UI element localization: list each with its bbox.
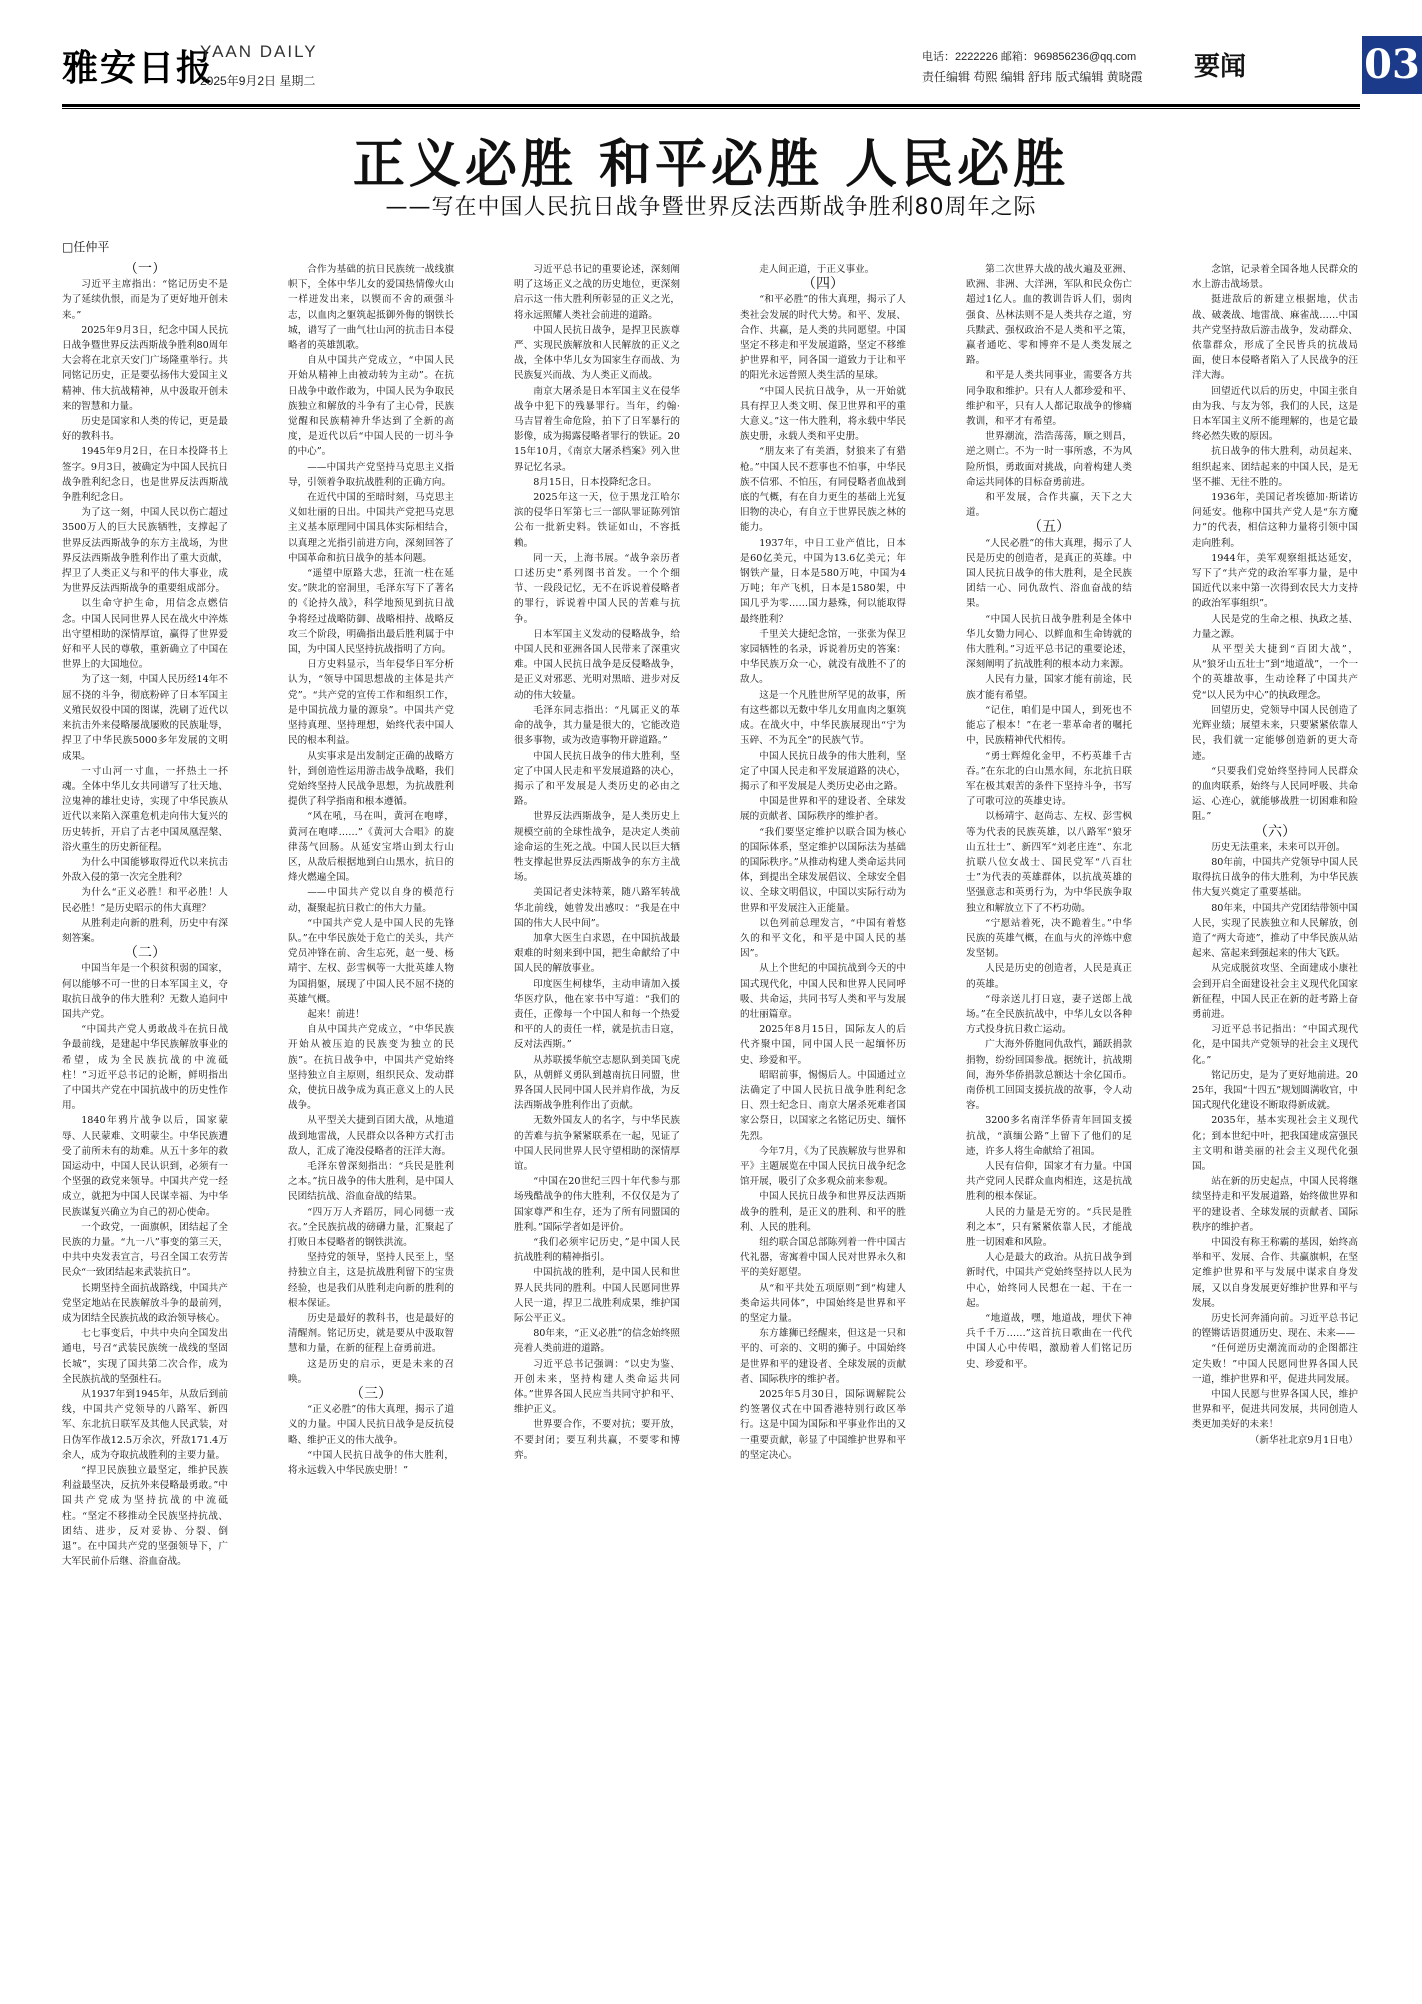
article-paragraph: 历史长河奔涌向前。习近平总书记的铿锵话语贯通历史、现在、未来——: [1192, 1313, 1358, 1340]
article-paragraph: 自从中国共产党成立，“中华民族开始从被压迫的民族变为独立的民族”。在抗日战争中，中国共产党始终坚持独立自主原则，组织民众、发动群众，使抗日战争成为真正意义上的人民战争。: [288, 1024, 454, 1112]
article-paragraph: 历史是最好的教科书，也是最好的清醒剂。铭记历史，就是要从中汲取智慧和力量，在新的征程上奋勇前进。: [288, 1313, 454, 1355]
article-paragraph: 为了这一刻，中国人民历经14年不屈不挠的斗争，彻底粉碎了日本军国主义殖民奴役中国的图谋，洗刷了近代以来抗击外来侵略屡战屡败的民族耻辱，捍卫了中华民族5000多年发展的文明成果。: [62, 674, 228, 762]
article-byline: □任仲平: [62, 240, 110, 254]
article-paragraph: 人民有信仰，国家才有力量。中国共产党同人民群众血肉相连，这是抗战胜利的根本保证。: [966, 1160, 1132, 1203]
article-paragraph: 东方雄狮已经醒来，但这是一只和平的、可亲的、文明的狮子。中国始终是世界和平的建设者、全球发展的贡献者、国际秩序的维护者。: [740, 1328, 906, 1385]
article-paragraph: 3200多名南洋华侨青年回国支援抗战，“滇缅公路”上留下了他们的足迹，许多人将生命献给了祖国。: [966, 1115, 1132, 1157]
article-paragraph: 人民有力量，国家才能有前途，民族才能有希望。: [966, 674, 1132, 701]
article-paragraph: 一寸山河一寸血，一抔热土一抔魂。全体中华儿女共同谱写了壮天地、泣鬼神的雄壮史诗，实现了中华民族从近代以来陷入深重危机走向伟大复兴的历史转折，开启了古老中国凤凰涅槃、浴火重生的历史新征程。: [62, 765, 228, 853]
article-paragraph: “只要我们党始终坚持同人民群众的血肉联系，始终与人民同呼吸、共命运、心连心，就能够战胜一切困难和险阻。”: [1192, 765, 1358, 823]
article-column: [966, 262, 1132, 1972]
article-paragraph: 昭昭前事，惕惕后人。中国通过立法确定了中国人民抗日战争胜利纪念日、烈士纪念日、南京大屠杀死难者国家公祭日，以国家之名铭记历史、缅怀先烈。: [740, 1069, 906, 1142]
article-paragraph: 从平型关大捷到百团大战，从地道战到地雷战，人民群众以各种方式打击敌人，汇成了淹没侵略者的汪洋大海。: [288, 1115, 454, 1157]
article-paragraph: ——中国共产党以自身的模范行动，凝聚起抗日救亡的伟大力量。: [288, 887, 454, 914]
article-paragraph: 80年来，“正义必胜”的信念始终照亮着人类前进的道路。: [514, 1328, 680, 1355]
article-paragraph: 中国人民抗日战争的伟大胜利，坚定了中国人民走和平发展道路的决心，揭示了和平发展是人类历史必由之路。: [740, 750, 906, 792]
article-paragraph: 从完成脱贫攻坚、全面建成小康社会到开启全面建设社会主义现代化国家新征程，中国人民正在新的赶考路上奋勇前进。: [1192, 963, 1358, 1020]
article-paragraph: 习近平总书记指出：“中国式现代化，是中国共产党领导的社会主义现代化。”: [1192, 1024, 1358, 1066]
article-paragraph: 人民的力量是无穷的。“兵民是胜利之本”，只有紧紧依靠人民，才能战胜一切困难和风险。: [966, 1206, 1132, 1248]
article-paragraph: 1840年鸦片战争以后，国家蒙辱、人民蒙难、文明蒙尘。中华民族遭受了前所未有的劫难。从五十多年的救国运动中，中国人民认识到，必须有一个坚强的政党来领导。中国共产党一经成立，就把为中国人民谋幸福、为中华民族谋复兴确立为自己的初心使命。: [62, 1115, 228, 1218]
article-paragraph: 美国记者史沫特莱，随八路军转战华北前线，她曾发出感叹：“我是在中国的伟大人民中间”。: [514, 887, 680, 929]
article-paragraph: 习近平总书记的重要论述，深刻阐明了这场正义之战的历史地位，更深刻启示这一伟大胜利所彰显的正义之光，将永远照耀人类社会前进的道路。: [514, 264, 680, 321]
article-paragraph: 中国人民抗日战争的伟大胜利，坚定了中国人民走和平发展道路的决心，揭示了和平发展是人类历史的必由之路。: [514, 750, 680, 808]
article-paragraph: 和平是人类共同事业，需要各方共同争取和维护。只有人人都珍爱和平、维护和平，只有人人都记取战争的惨痛教训，和平才有希望。: [966, 370, 1132, 428]
masthead: [62, 36, 1420, 104]
article-paragraph: 这是历史的启示，更是未来的召唤。: [288, 1358, 454, 1385]
article-paragraph: 抗日战争的伟大胜利，动员起来、组织起来、团结起来的中国人民，是无坚不摧、无往不胜的。: [1192, 446, 1358, 488]
article-paragraph: 七七事变后，中共中央向全国发出通电，号召“武装民族统一战线的坚固长城”，实现了国共第二次合作，成为全民族抗战的坚强柱石。: [62, 1328, 228, 1385]
article-source-credit: （新华社北京9月1日电）: [1249, 1434, 1358, 1446]
article-subheadline: ——写在中国人民抗日战争暨世界反法西斯战争胜利80周年之际: [385, 195, 1037, 220]
section-heading: （四）: [802, 276, 844, 293]
article-paragraph: 习近平总书记强调：“以史为鉴、开创未来，坚持构建人类命运共同体。”世界各国人民应当共同守护和平、维护正义。: [514, 1358, 680, 1416]
page-number-badge: 03: [1362, 36, 1422, 94]
article-paragraph: 日本军国主义发动的侵略战争，给中国人民和亚洲各国人民带来了深重灾难。中国人民抗日战争是反侵略战争，是正义对邪恶、光明对黑暗、进步对反动的伟大较量。: [514, 628, 680, 701]
article-paragraph: 起来！前进！: [307, 1008, 365, 1020]
article-paragraph: 从1937年到1945年，从敌后到前线，中国共产党领导的八路军、新四军、东北抗日联军及其他人民武装，对日伪军作战12.5万余次，歼敌171.4万余人，成为夺取抗战胜利的主要力量。: [62, 1389, 228, 1461]
article-paragraph: 中国人民愿与世界各国人民，维护世界和平，促进共同发展，共同创造人类更加美好的未来！: [1192, 1389, 1358, 1431]
article-paragraph: “中国共产党人勇敢战斗在抗日战争最前线，是建起中华民族解放事业的希望，成为全民族抗战的中流砥柱！”习近平总书记的论断，鲜明指出了中国共产党在中国抗战中的历史性作用。: [62, 1024, 228, 1112]
article-paragraph: 毛泽东同志指出：“凡属正义的革命的战争，其力量是很大的，它能改造很多事物，或为改造事物开辟道路。”: [514, 704, 680, 747]
article-paragraph: “任何逆历史潮流而动的企图都注定失败！”中国人民愿同世界各国人民一道，维护世界和平，促进共同发展。: [1192, 1343, 1358, 1385]
article-paragraph: “勇士辉煌化金甲，不朽英雄千古吞。”在东北的白山黑水间，东北抗日联军在极其艰苦的条件下坚持斗争，书写了可歌可泣的英雄史诗。: [966, 750, 1132, 808]
article-paragraph: 2025年5月30日，国际调解院公约签署仪式在中国香港特别行政区举行。这是中国为国际和平事业作出的又一重要贡献，彰显了中国维护世界和平的坚定决心。: [740, 1389, 906, 1461]
article-paragraph: 坚持党的领导，坚持人民至上，坚持独立自主，这是抗战胜利留下的宝贵经验，也是我们从胜利走向新的胜利的根本保证。: [288, 1252, 454, 1309]
article-paragraph: 自从中国共产党成立，“中国人民开始从精神上由被动转为主动”。在抗日战争中敢作敢为，中国人民为争取民族独立和解放的斗争有了主心骨，民族觉醒和民族精神升华达到了全新的高度，是近代以后“中国人民的一切斗争的中心”。: [288, 355, 454, 458]
article-paragraph: “人民必胜”的伟大真理，揭示了人民是历史的创造者，是真正的英雄。中国人民抗日战争的伟大胜利，是全民族团结一心、同仇敌忾、浴血奋战的结果。: [966, 537, 1132, 610]
article-paragraph: “捍卫民族独立最坚定，维护民族利益最坚决，反抗外来侵略最勇敢。”中国共产党成为坚持抗战的中流砥柱。“坚定不移推动全民族坚持抗战、团结、进步，反对妥协、分裂、倒退”。在中国共产党的坚强领导下，广大军民前仆后继、浴血奋战。: [62, 1465, 228, 1568]
article-paragraph: 回望历史，党领导中国人民创造了光辉业绩；展望未来，只要紧紧依靠人民，我们就一定能够创造新的更大奇迹。: [1192, 704, 1358, 762]
editor-credits: 责任编辑 苟熙 编辑 舒玮 版式编辑 黄晓霞: [922, 70, 1143, 84]
article-paragraph: 历史是国家和人类的传记，更是最好的教科书。: [62, 416, 228, 443]
article-paragraph: “中国在20世纪三四十年代参与那场残酷战争的伟大胜利，不仅仅是为了国家尊严和生存，还为了所有同盟国的胜利。”国际学者如是评价。: [514, 1176, 680, 1233]
article-paragraph: 纽约联合国总部陈列着一件中国古代礼器，寄寓着中国人民对世界永久和平的美好愿望。: [740, 1237, 906, 1279]
article-paragraph: 2035年，基本实现社会主义现代化；到本世纪中叶，把我国建成富强民主文明和谐美丽的社会主义现代化强国。: [1192, 1115, 1358, 1172]
article-paragraph: 从“和平共处五项原则”到“构建人类命运共同体”，中国始终是世界和平的坚定力量。: [740, 1282, 906, 1325]
article-paragraph: “宁愿站着死，决不跪着生。”中华民族的英雄气概，在血与火的淬炼中愈发坚韧。: [966, 917, 1132, 960]
article-paragraph: “中国人民抗日战争的伟大胜利，将永远载入中华民族史册！”: [288, 1449, 454, 1477]
article-paragraph: “遥望中原路大悲，狂流一柱在延安。”陕北的窑洞里，毛泽东写下了著名的《论持久战》，科学地预见到抗日战争将经过战略防御、战略相持、战略反攻三个阶段，明确指出最后胜利属于中国，为中国人民坚持抗战指明了方向。: [288, 568, 454, 656]
article-paragraph: 广大海外侨胞同仇敌忾，踊跃捐款捐物，纷纷回国参战。据统计，抗战期间，海外华侨捐款总额达十余亿国币。南侨机工回国支援抗战的故事，令人动容。: [966, 1039, 1132, 1112]
article-paragraph: 中国是世界和平的建设者、全球发展的贡献者、国际秩序的维护者。: [740, 796, 906, 823]
article-paragraph: “我们要坚定维护以联合国为核心的国际体系，坚定维护以国际法为基础的国际秩序。”从推动构建人类命运共同体，到提出全球发展倡议、全球安全倡议、全球文明倡议，中国以实际行动为世界和平发展注入正能量。: [740, 826, 906, 914]
section-heading: （六）: [1254, 823, 1296, 840]
article-paragraph: 走人间正道，于正义事业。: [759, 264, 875, 275]
article-paragraph: 为了这一刻，中国人民以伤亡超过3500万人的巨大民族牺牲，支撑起了世界反法西斯战争的东方主战场，为世界反法西斯战争胜利作出了重大贡献，捍卫了人类正义与和平的伟大事业，成为世界反法西斯战争的重要组成部分。: [62, 507, 228, 595]
article-paragraph: 2025年这一天，位于黑龙江哈尔滨的侵华日军第七三一部队罪证陈列馆公布一批新史料。铁证如山，不容抵赖。: [514, 492, 680, 549]
article-paragraph: “中国人民抗日战争胜利是全体中华儿女勠力同心、以鲜血和生命铸就的伟大胜利。”习近平总书记的重要论述，深刻阐明了抗战胜利的根本动力来源。: [966, 613, 1132, 671]
article-paragraph: 中国抗战的胜利，是中国人民和世界人民共同的胜利。中国人民愿同世界人民一道，捍卫二战胜利成果，维护国际公平正义。: [514, 1267, 680, 1325]
article-paragraph: 一个政党，一面旗帜，团结起了全民族的力量。“九一八”事变的第三天，中共中央发表宣言，号召全国工农劳苦民众“一致团结起来武装抗日”。: [62, 1221, 228, 1279]
article-paragraph: “记住，咱们是中国人，到死也不能忘了根本！”在老一辈革命者的嘱托中，民族精神代代相传。: [966, 704, 1132, 747]
article-paragraph: “朋友来了有美酒，豺狼来了有猎枪。”中国人民不惹事也不怕事，中华民族不信邪、不怕压，有同侵略者血战到底的气概，有在自力更生的基础上光复旧物的决心，有自立于世界民族之林的能力。: [740, 446, 906, 534]
article-paragraph: 人民是历史的创造者，人民是真正的英雄。: [966, 963, 1132, 990]
article-column: [740, 262, 906, 1972]
article-paragraph: “风在吼，马在叫，黄河在咆哮，黄河在咆哮……”《黄河大合唱》的旋律荡气回肠。从延安宝塔山到太行山区，从敌后根据地到白山黑水，抗日的烽火燃遍全国。: [288, 811, 454, 884]
article-paragraph: 同一天，上海书展。“战争亲历者口述历史”系列图书首发。一个个细节、一段段记忆，无不在诉说着侵略者的罪行，诉说着中国人民的苦难与抗争。: [514, 552, 680, 625]
issue-date: 2025年9月2日 星期二: [200, 74, 316, 88]
header-rule: [62, 104, 1360, 107]
article-paragraph: 80年来，中国共产党团结带领中国人民，实现了民族独立和人民解放，创造了“两大奇迹”，推动了中华民族从站起来、富起来到强起来的伟大飞跃。: [1192, 902, 1358, 960]
article-paragraph: “正义必胜”的伟大真理，揭示了道义的力量。中国人民抗日战争是反抗侵略、维护正义的伟大战争。: [288, 1404, 454, 1446]
article-column: [288, 262, 454, 1972]
newspaper-logo: 雅安日报: [62, 47, 215, 89]
article-paragraph: 南京大屠杀是日本军国主义在侵华战争中犯下的残暴罪行。当年，约翰·马吉冒着生命危险，拍下了日军暴行的影像，成为揭露侵略者罪行的铁证。2015年10月，《南京大屠杀档案》列入世界记忆名录。: [514, 385, 680, 473]
article-paragraph: 人心是最大的政治。从抗日战争到新时代，中国共产党始终坚持以人民为中心，始终同人民想在一起、干在一起。: [966, 1252, 1132, 1309]
article-paragraph: 8月15日，日本投降纪念日。: [533, 476, 658, 488]
article-paragraph: 历史无法重来，未来可以开创。: [1211, 841, 1346, 853]
article-paragraph: “和平必胜”的伟大真理，揭示了人类社会发展的时代大势。和平、发展、合作、共赢，是人类的共同愿望。中国坚定不移走和平发展道路，坚定不移维护世界和平，同各国一道致力于让和平的阳光永远普照人类生活的星球。: [740, 294, 906, 382]
article-paragraph: 千里关大捷纪念馆，一张张为保卫家园牺牲的名录，诉说着历史的答案：中华民族万众一心，就没有战胜不了的敌人。: [740, 628, 906, 686]
article-paragraph: 今年7月，《为了民族解放与世界和平》主题展览在中国人民抗日战争纪念馆开展，吸引了众多观众前来参观。: [740, 1145, 906, 1188]
article-paragraph: 和平发展，合作共赢，天下之大道。: [966, 492, 1132, 519]
article-paragraph: 为什么“正义必胜！和平必胜！人民必胜！”是历史昭示的伟大真理？: [62, 887, 228, 914]
article-paragraph: 日方史料显示，当年侵华日军分析认为，“领导中国思想战的主体是共产党”。“共产党的宣传工作和组织工作，是中国抗战力量的源泉”。中国共产党坚持真理、坚持理想，始终代表中国人民的根本利益。: [288, 659, 454, 747]
article-paragraph: 从上个世纪的中国抗战到今天的中国式现代化，中国人民和世界人民同呼吸、共命运，共同书写人类和平与发展的壮丽篇章。: [740, 963, 906, 1020]
article-paragraph: ——中国共产党坚持马克思主义指导，引领着争取抗战胜利的正确方向。: [288, 461, 454, 488]
article-paragraph: 第二次世界大战的战火遍及亚洲、欧洲、非洲、大洋洲，军队和民众伤亡超过1亿人。血的教训告诉人们，弱肉强食、丛林法则不是人类共存之道，穷兵黩武、强权政治不是人类和平之策，赢者通吃、零和博弈不是人类发展之路。: [966, 264, 1132, 367]
article-paragraph: 毛泽东曾深刻指出：“兵民是胜利之本。”抗日战争的伟大胜利，是中国人民团结抗战、浴血奋战的结果。: [288, 1160, 454, 1203]
article-paragraph: 世界潮流，浩浩荡荡，顺之则昌，逆之则亡。不为一时一事所惑，不为风险所惧，勇敢面对挑战，向着构建人类命运共同体的目标奋勇前进。: [966, 431, 1132, 488]
article-paragraph: 80年前，中国共产党领导中国人民取得抗日战争的伟大胜利，为中华民族伟大复兴奠定了重要基础。: [1192, 856, 1358, 899]
article-paragraph: “中国共产党人是中国人民的先锋队。”在中华民族处于危亡的关头，共产党员冲锋在前、舍生忘死，赵一曼、杨靖宇、左权、彭雪枫等一大批英雄人物为国捐躯，展现了中国人民不屈不挠的英雄气概。: [288, 917, 454, 1005]
article-body: [62, 262, 1360, 1972]
article-paragraph: “母亲送儿打日寇，妻子送郎上战场。”在全民族抗战中，中华儿女以各种方式投身抗日救亡运动。: [966, 993, 1132, 1036]
article-paragraph: 从胜利走向新的胜利，历史中有深刻答案。: [62, 917, 228, 944]
article-paragraph: “中国人民抗日战争，从一开始就具有捍卫人类文明、保卫世界和平的重大意义。”这一伟大胜利，将永载中华民族史册，永载人类和平史册。: [740, 385, 906, 443]
article-paragraph: 挺进敌后的新建立根据地，伏击战、破袭战、地雷战、麻雀战……中国共产党坚持敌后游击战争，发动群众、依靠群众，形成了全民皆兵的抗战局面，使日本侵略者陷入了人民战争的汪洋大海。: [1192, 294, 1358, 382]
article-paragraph: 加拿大医生白求恩，在中国抗战最艰难的时刻来到中国，把生命献给了中国人民的解放事业。: [514, 932, 680, 975]
article-paragraph: “地道战，嘿，地道战，埋伏下神兵千千万……”这首抗日歌曲在一代代中国人心中传唱，激励着人们铭记历史、珍爱和平。: [966, 1313, 1132, 1370]
header-rule-thin: [62, 108, 1360, 109]
article-paragraph: 人民是党的生命之根、执政之基、力量之源。: [1192, 613, 1358, 640]
article-paragraph: 站在新的历史起点，中国人民将继续坚持走和平发展道路，始终做世界和平的建设者、全球发展的贡献者、国际秩序的维护者。: [1192, 1176, 1358, 1233]
article-paragraph: 长期坚持全面抗战路线，中国共产党坚定地站在民族解放斗争的最前列，成为团结全民族抗战的政治领导核心。: [62, 1282, 228, 1325]
section-heading: （二）: [124, 945, 166, 962]
article-paragraph: “我们必须牢记历史，”是中国人民抗战胜利的精神指引。: [514, 1237, 680, 1264]
section-heading: （五）: [1028, 519, 1070, 536]
article-paragraph: 1936年，美国记者埃德加·斯诺访问延安。他称中国共产党人是“东方魔力”的代表，相信这种力量将引领中国走向胜利。: [1192, 492, 1358, 549]
article-paragraph: 以色列前总理发言，“中国有着悠久的和平文化，和平是中国人民的基因”。: [740, 917, 906, 960]
article-paragraph: 以生命守护生命，用信念点燃信念。中国人民同世界人民在战火中淬炼出守望相助的深情厚谊，赢得了世界爱好和平人民的尊敬，重新确立了中国在世界上的大国地位。: [62, 598, 228, 671]
article-paragraph: 从实事求是出发制定正确的战略方针，到创造性运用游击战争战略，我们党始终坚持人民战争思想，为抗战胜利提供了科学指南和根本遵循。: [288, 750, 454, 808]
article-paragraph: 习近平主席指出：“铭记历史不是为了延续仇恨，而是为了更好地开创未来。”: [62, 279, 228, 321]
article-paragraph: 中国人民抗日战争，是捍卫民族尊严、实现民族解放和人民解放的正义之战，全体中华儿女为国家生存而战、为民族复兴而战、为人类正义而战。: [514, 324, 680, 382]
newspaper-logo-english: YAAN DAILY: [200, 42, 318, 61]
section-heading: （一）: [124, 262, 166, 277]
article-paragraph: 无数外国友人的名字，与中华民族的苦难与抗争紧紧联系在一起，见证了中国人民同世界人民守望相助的深情厚谊。: [514, 1115, 680, 1172]
contact-info: 电话：2222226 邮箱：969856236@qq.com: [922, 51, 1137, 63]
section-heading: （三）: [350, 1386, 392, 1403]
article-paragraph: 在近代中国的至暗时刻，马克思主义如壮丽的日出。中国共产党把马克思主义基本原理同中国具体实际相结合，以真理之光指引前进方向，深刻回答了中国革命和抗日战争的基本问题。: [288, 492, 454, 564]
article-paragraph: 从平型关大捷到“百团大战”，从“狼牙山五壮士”到“地道战”，一个一个的英雄故事，生动诠释了中国共产党“以人民为中心”的执政理念。: [1192, 644, 1358, 701]
article-paragraph: “四万万人齐蹈厉，同心同德一戎衣。”全民族抗战的磅礴力量，汇聚起了打败日本侵略者的钢铁洪流。: [288, 1206, 454, 1248]
article-paragraph: 这是一个凡胜世所罕见的故事，所有这些都以无数中华儿女用血肉之躯筑成。在战火中，中华民族展现出“宁为玉碎、不为瓦全”的民族气节。: [740, 689, 906, 747]
article-paragraph: 以杨靖宇、赵尚志、左权、彭雪枫等为代表的民族英雄，以八路军“狼牙山五壮士”、新四军“刘老庄连”、东北抗联八位女战士、国民党军“八百壮士”为代表的英雄群体，以抗战英雄的坚强意志和英勇行为，为中华民族争取独立和解放立下了不朽功勋。: [966, 811, 1132, 914]
article-paragraph: 从苏联援华航空志愿队到美国飞虎队，从朝鲜义勇队到越南抗日同盟，世界各国人民同中国人民并肩作战，为反法西斯战争胜利作出了贡献。: [514, 1054, 680, 1112]
article-paragraph: 1937年，中日工业产值比，日本是60亿美元，中国为13.6亿美元；年钢铁产量，日本是580万吨，中国为4万吨；年产飞机，日本是1580架，中国几乎为零……国力悬殊，何以能取得最终胜利？: [740, 537, 906, 625]
article-paragraph: 世界要合作，不要对抗；要开放，不要封闭；要互利共赢，不要零和博弈。: [514, 1419, 680, 1461]
article-column: [1192, 262, 1358, 1972]
section-title: 要闻: [1194, 52, 1247, 82]
article-paragraph: 印度医生柯棣华，主动申请加入援华医疗队，他在家书中写道：“我们的责任，正像每一个中国人和每一个热爱和平的人的责任一样，就是抗击日寇，反对法西斯。”: [514, 978, 680, 1051]
article-paragraph: 1944年，美军观察组抵达延安，写下了“共产党的政治军事力量，是中国近代以来中第一次得到农民大力支持的政治军事组织”。: [1192, 552, 1358, 610]
article-paragraph: 念馆，记录着全国各地人民群众的水上游击战场景。: [1192, 264, 1358, 291]
article-paragraph: 为什么中国能够取得近代以来抗击外敌入侵的第一次完全胜利？: [62, 856, 228, 884]
article-paragraph: 铭记历史，是为了更好地前进。2025年，我国“十四五”规划圆满收官，中国式现代化建设不断取得新成就。: [1192, 1069, 1358, 1112]
article-paragraph: 回望近代以后的历史，中国主张自由为我、与友为邻，我们的人民，这是日本军国主义所不能理解的，也是它最终必然失败的原因。: [1192, 385, 1358, 443]
article-paragraph: 1945年9月2日，在日本投降书上签字。9月3日，被确定为中国人民抗日战争胜利纪念日，也是世界反法西斯战争胜利纪念日。: [62, 446, 228, 504]
article-column: [62, 262, 228, 1972]
article-paragraph: 世界反法西斯战争，是人类历史上规模空前的全球性战争，是决定人类前途命运的生死之战。中国人民以巨大牺牲支撑起世界反法西斯战争的东方主战场。: [514, 811, 680, 884]
article-paragraph: 合作为基础的抗日民族统一战线旗帜下，全体中华儿女的爱国热情像火山一样迸发出来，以锲而不舍的顽强斗志，以血肉之躯筑起抵御外侮的钢铁长城，谱写了一曲气壮山河的抗击日本侵略者的英雄凯歌。: [288, 264, 454, 352]
article-column: [514, 262, 680, 1972]
article-headline: 正义必胜 和平必胜 人民必胜: [352, 135, 1070, 195]
article-paragraph: 中国没有称王称霸的基因，始终高举和平、发展、合作、共赢旗帜，在坚定维护世界和平与发展中谋求自身发展，又以自身发展更好维护世界和平与发展。: [1192, 1237, 1358, 1309]
article-paragraph: 中国当年是一个积贫积弱的国家，何以能够不可一世的日本军国主义，夺取抗日战争的伟大胜利？无数人追问中国共产党。: [62, 963, 228, 1020]
article-paragraph: 2025年9月3日，纪念中国人民抗日战争暨世界反法西斯战争胜利80周年大会将在北京天安门广场隆重举行。共同铭记历史，正是要弘扬伟大爱国主义精神、伟大抗战精神，从中汲取开创未来的智慧和力量。: [62, 324, 228, 412]
article-paragraph: 2025年8月15日，国际友人的后代齐聚中国，同中国人民一起缅怀历史、珍爱和平。: [740, 1024, 906, 1066]
article-paragraph: 中国人民抗日战争和世界反法西斯战争的胜利，是正义的胜利、和平的胜利、人民的胜利。: [740, 1191, 906, 1233]
